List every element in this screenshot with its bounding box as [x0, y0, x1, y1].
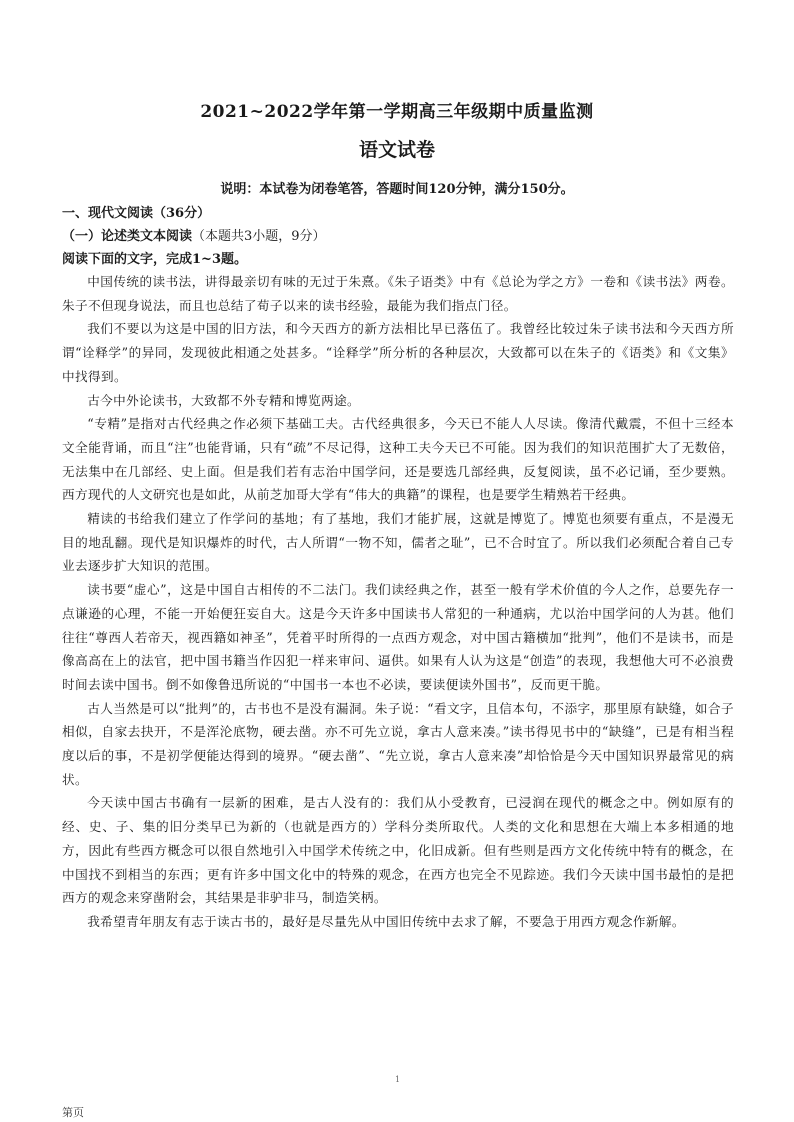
passage-paragraph: 今天读中国古书确有一层新的困难，是古人没有的：我们从小受教育，已浸润在现代的概念之中。例如原有的经、史、子、集的旧分类早已为新的（也就是西方的）学科分类所取代。人类的文化和思想在大端上本多相通的地方，因此有些西方概念可以很自然地引入中国学术传统之中，化旧成新。但有些则是西方文化传统中特有的概念，在中国找不到相当的东西；更有许多中国文化中的特殊的观念，在西方也完全不见踪迹。我们今天读中国书最怕的是把西方的观念来穿凿附会，其结果是非驴非马，制造笑柄。	[62, 795, 734, 906]
passage-paragraph: 读书要“虚心”，这是中国自古相传的不二法门。我们读经典之作，甚至一般有学术价值的今人之作，总要先存一点谦逊的心理，不能一开始便狂妄自大。这是今天许多中国读书人常犯的一种通病，尤以治中国学问的人为甚。他们往往“尊西人若帝天，视西籍如神圣”，凭着平时所得的一点西方观念，对中国古籍横加“批判”，他们不是读书，而是像高高在上的法官，把中国书籍当作囚犯一样来审问、逼供。如果有人认为这是“创造”的表现，我想他大可不必浪费时间去读中国书。倒不如像鲁迅所说的“中国书一本也不必读，要读便读外国书”，反而更干脆。	[62, 582, 734, 692]
passage-paragraph: 古人当然是可以“批判”的，古书也不是没有漏洞。朱子说：“看文字，且信本句，不添字，那里原有缺缝，如合子相似，自家去抉开，不是浑沦底物，硬去凿。亦不可先立说，拿古人意来凑。”读书得见书中的“缺缝”，已是有相当程度以后的事，不是初学便能达得到的境界。“硬去凿”、“先立说，拿古人意来凑”却恰恰是今天中国知识界最常见的病状。	[62, 700, 734, 787]
subsection-scope: （本题共3小题，9分）	[192, 229, 326, 244]
page-number: 1	[395, 1075, 401, 1084]
exam-instructions: 说明：本试卷为闭卷笔答，答题时间120分钟，满分150分。	[220, 182, 574, 197]
passage-paragraph: 精读的书给我们建立了作学问的基地；有了基地，我们才能扩展，这就是博览了。博览也须要有重点，不是漫无目的地乱翻。现代是知识爆炸的时代，古人所谓“一物不知，儒者之耻”，已不合时宜了。所以我们必须配合着自己专业去逐步扩大知识的范围。	[62, 511, 734, 574]
exam-title: 2021~2022学年第一学期高三年级期中质量监测	[200, 102, 594, 122]
subsection-heading	[62, 225, 326, 244]
passage-paragraph: 中国传统的读书法，讲得最亲切有味的无过于朱熹。《朱子语类》中有《总论为学之方》一卷和《读书法》两卷。朱子不但现身说法，而且也总结了荀子以来的读书经验，最能为我们指点门径。	[62, 274, 734, 313]
passage-paragraph: 古今中外论读书，大致都不外专精和博览两途。	[87, 392, 361, 408]
reading-instruction: 阅读下面的文字，完成1~3题。	[62, 252, 247, 267]
exam-subject: 语文试卷	[358, 139, 435, 161]
passage-paragraph: 我们不要以为这是中国的旧方法，和今天西方的新方法相比早已落伍了。我曾经比较过朱子读书法和今天西方所谓“诠释学”的异同，发现彼此相通之处甚多。“诠释学”所分析的各种层次，大致都可以在朱子的《语类》和《文集》中找得到。	[62, 321, 734, 384]
passage-paragraph: “专精”是指对古代经典之作必须下基础工夫。古代经典很多，今天已不能人人尽读。像清代戴震，不但十三经本文全能背诵，而且“注”也能背诵，只有“疏”不尽记得，这种工夫今天已不可能。因为我们的知识范围扩大了无数倍，无法集中在几部经、史上面。但是我们若有志治中国学问，还是要选几部经典，反复阅读，虽不必记诵，至少要熟。西方现代的人文研究也是如此，从前芝加哥大学有“伟大的典籍”的课程，也是要学生精熟若干经典。	[62, 416, 734, 503]
section-heading: 一、现代文阅读（36分）	[62, 206, 211, 221]
subsection-title: （一）论述类文本阅读	[62, 229, 193, 244]
passage-paragraph: 我希望青年朋友有志于读古书的，最好是尽量先从中国旧传统中去求了解，不要急于用西方观念作新解。	[87, 913, 685, 929]
reading-passage	[62, 270, 734, 934]
page-footer: 第页	[62, 1106, 84, 1119]
